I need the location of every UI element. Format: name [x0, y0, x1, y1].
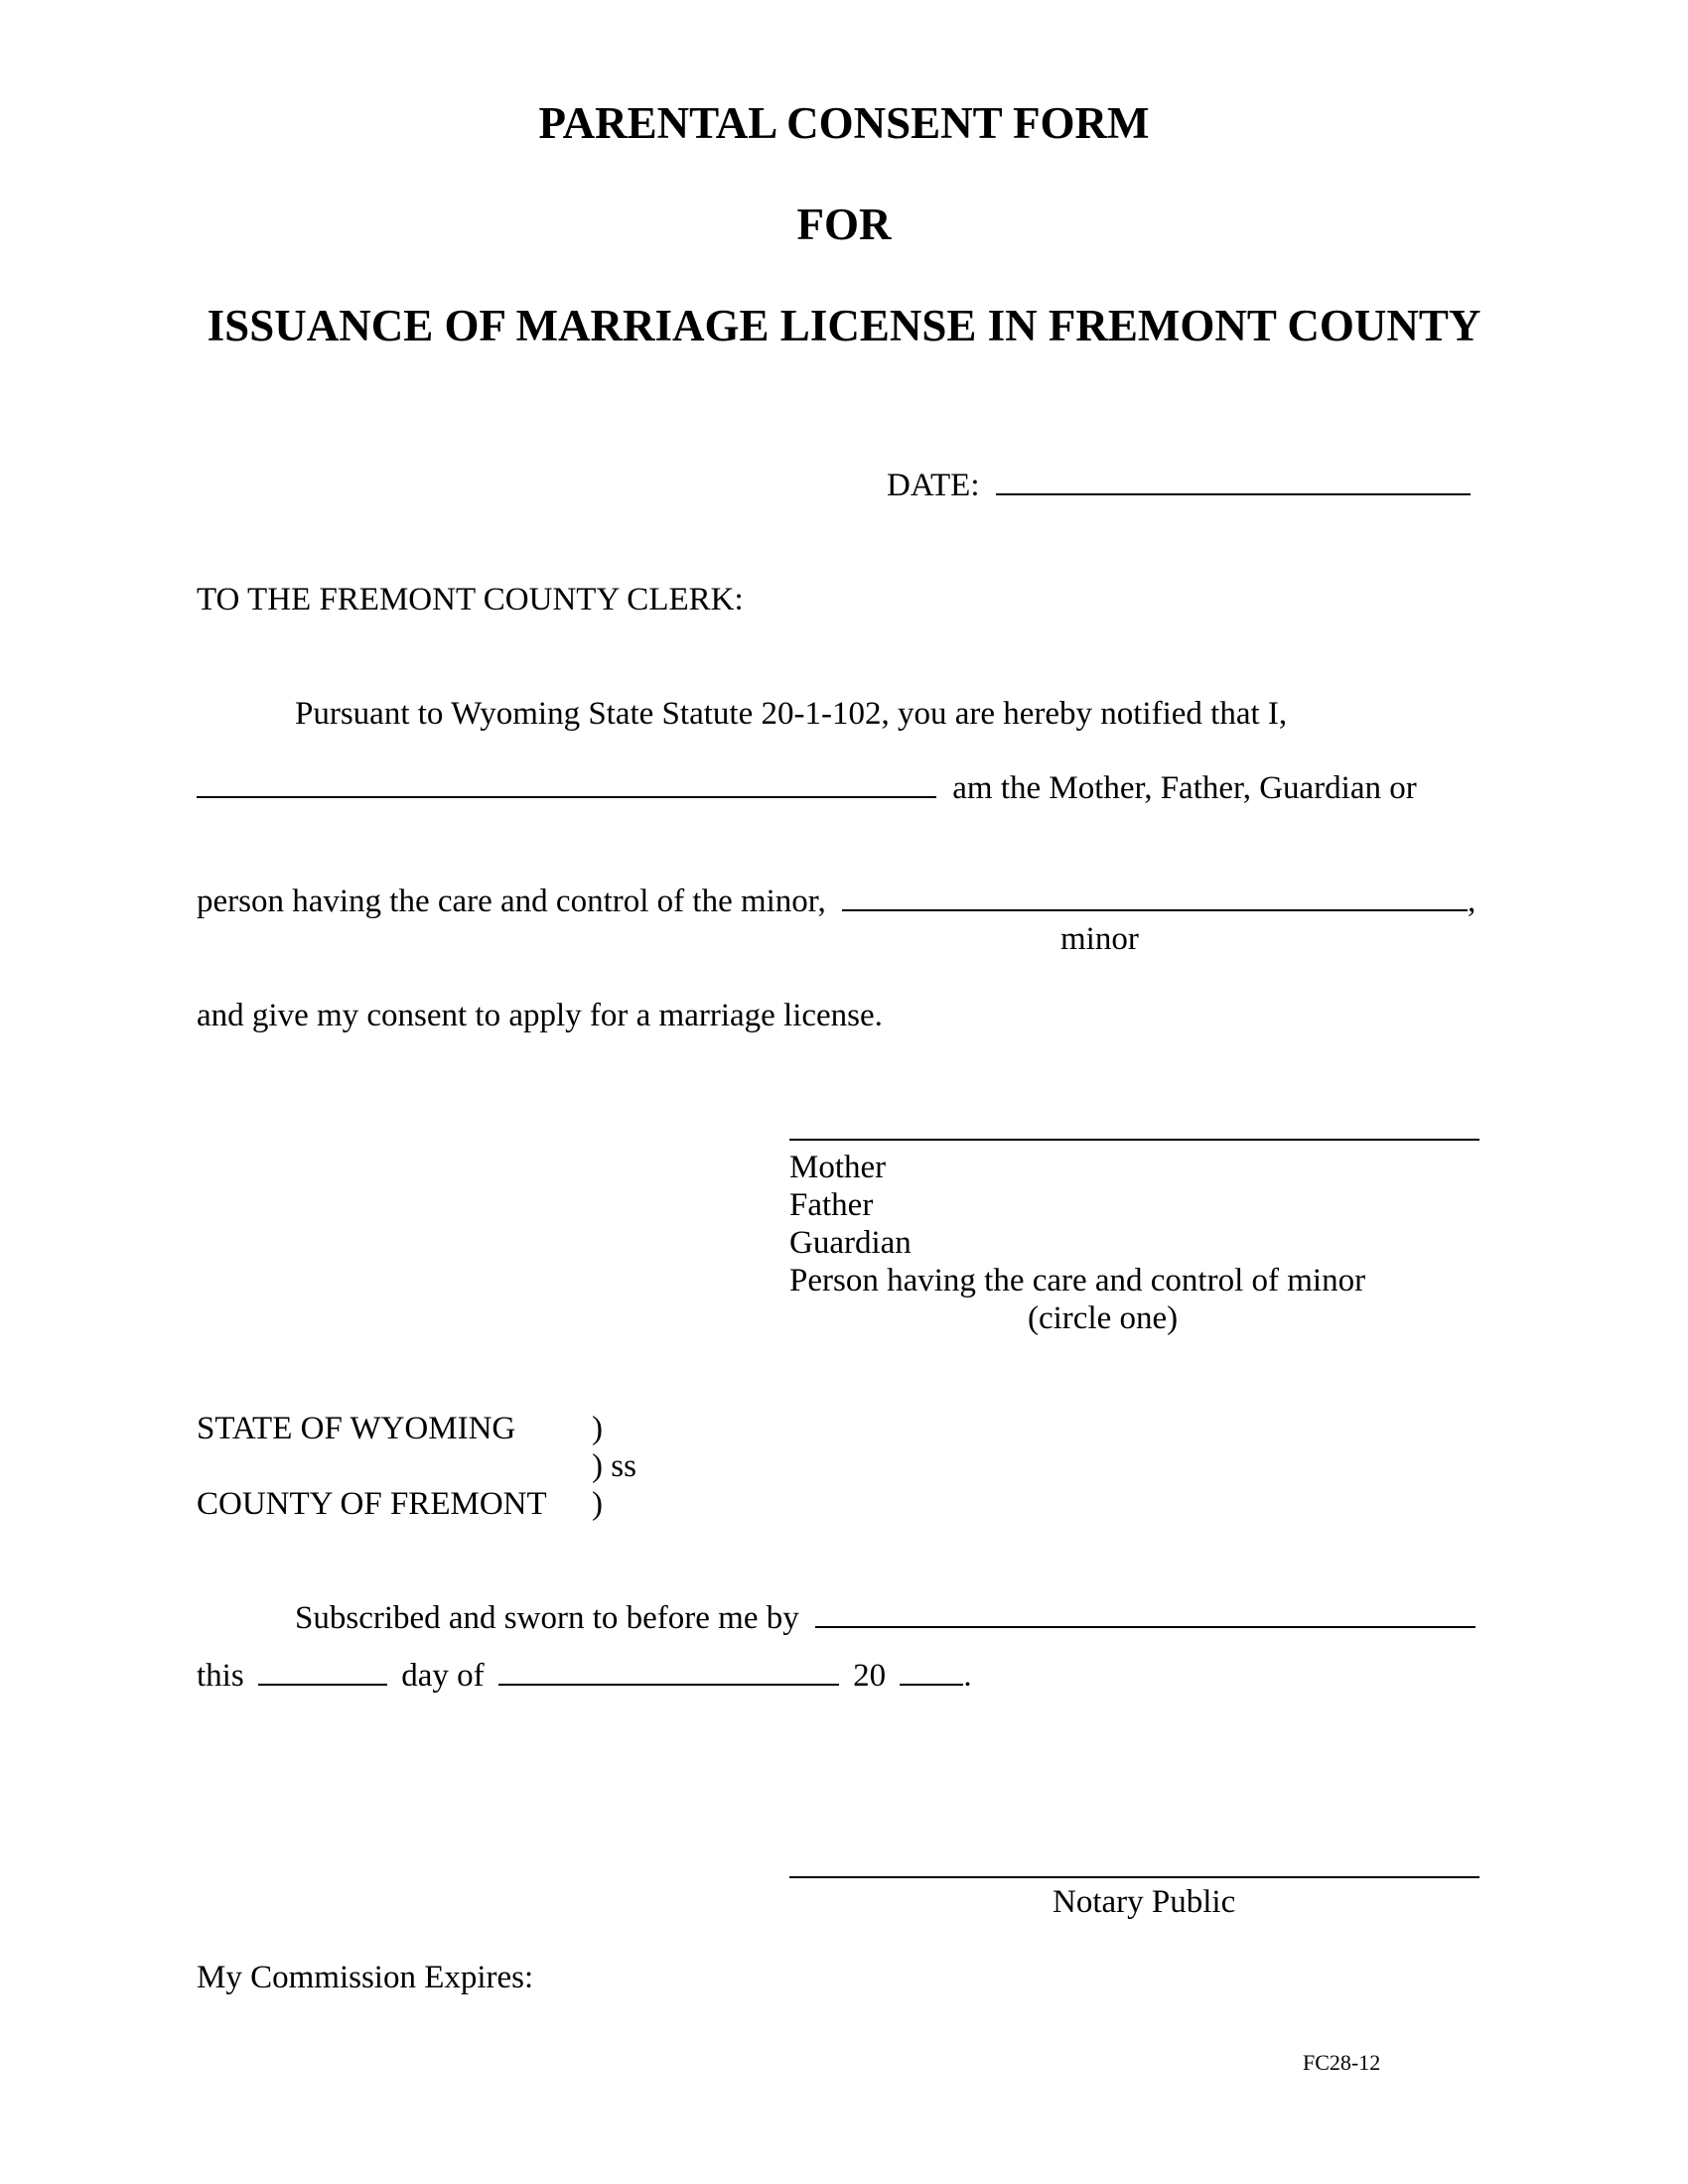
- minor-caption: minor: [1060, 921, 1139, 957]
- notary-caption: Notary Public: [1053, 1884, 1236, 1920]
- day-of-label: day of: [401, 1658, 485, 1694]
- this-label: this: [197, 1658, 244, 1694]
- form-number: FC28-12: [1303, 2050, 1381, 2075]
- addressee: TO THE FREMONT COUNTY CLERK:: [197, 582, 744, 617]
- year-field[interactable]: [900, 1683, 963, 1686]
- signature-option-caretaker[interactable]: Person having the care and control of minor: [789, 1263, 1366, 1298]
- parent-signature-line[interactable]: [789, 1139, 1479, 1141]
- year-prefix: 20: [853, 1658, 887, 1694]
- minor-row: [197, 886, 1476, 918]
- signature-option-father[interactable]: Father: [789, 1187, 874, 1223]
- minor-intro-text: person having the care and control of the minor,: [197, 884, 826, 919]
- jurat-row: [295, 1602, 1476, 1635]
- consent-text: and give my consent to apply for a marriage license.: [197, 998, 883, 1033]
- minor-name-field[interactable]: [842, 908, 1468, 911]
- parent-name-field[interactable]: [197, 795, 936, 798]
- jurat-text: Subscribed and sworn to before me by: [295, 1600, 799, 1636]
- date-field[interactable]: [996, 492, 1471, 495]
- statute-paragraph: Pursuant to Wyoming State Statute 20-1-102, you are hereby notified that I,: [295, 696, 1288, 732]
- jurat-period: .: [963, 1658, 972, 1694]
- notary-signature-line[interactable]: [789, 1876, 1479, 1878]
- minor-comma: ,: [1467, 884, 1477, 919]
- form-title: PARENTAL CONSENT FORM: [538, 98, 1150, 148]
- venue-paren-bottom: ): [592, 1486, 603, 1522]
- signature-option-guardian[interactable]: Guardian: [789, 1225, 912, 1261]
- month-field[interactable]: [498, 1683, 839, 1686]
- date-row: [887, 470, 1471, 502]
- day-field[interactable]: [258, 1683, 387, 1686]
- jurat-date-row: [197, 1660, 972, 1693]
- venue-paren-top: ): [592, 1411, 603, 1446]
- circle-one-instruction: (circle one): [1028, 1300, 1179, 1336]
- venue-paren-ss: ) ss: [592, 1448, 636, 1484]
- date-label: DATE:: [887, 468, 980, 503]
- form-subtitle: ISSUANCE OF MARRIAGE LICENSE IN FREMONT COUNTY: [207, 301, 1481, 350]
- form-title-for: FOR: [796, 200, 892, 249]
- county-label: COUNTY OF FREMONT: [197, 1486, 547, 1522]
- parent-name-row: [197, 772, 1417, 805]
- signature-option-mother[interactable]: Mother: [789, 1150, 887, 1185]
- relationship-text: am the Mother, Father, Guardian or: [952, 770, 1417, 806]
- state-label: STATE OF WYOMING: [197, 1411, 516, 1446]
- commission-expires-label: My Commission Expires:: [197, 1960, 534, 1995]
- sworn-by-field[interactable]: [815, 1625, 1476, 1628]
